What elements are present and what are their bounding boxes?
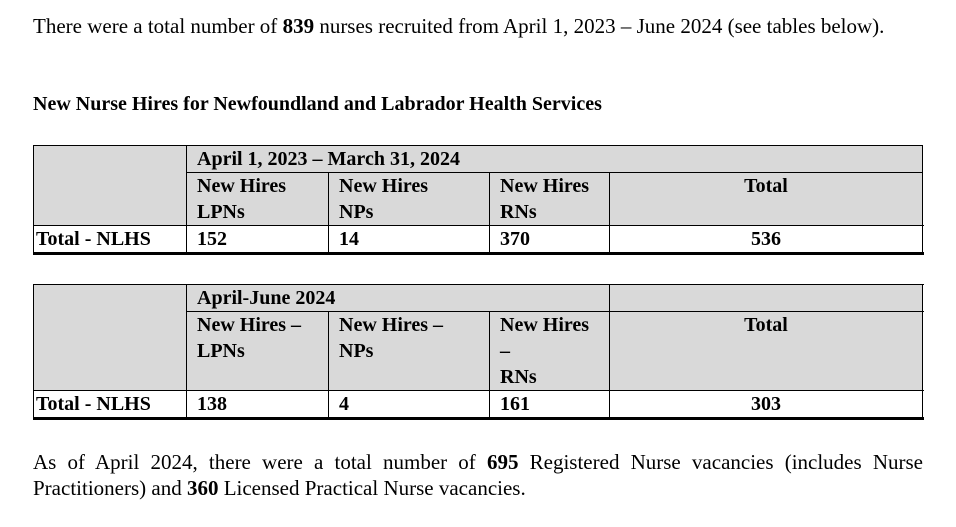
- cell-rn: 161: [490, 391, 610, 419]
- row-label: Total - NLHS: [34, 391, 187, 419]
- cell-rn: 370: [490, 226, 610, 254]
- section-heading: New Nurse Hires for Newfoundland and Labrador Health Services: [33, 93, 602, 115]
- lpn-vacancy-count: 360: [186, 476, 219, 500]
- recruitment-summary: There were a total number of 839 nurses recruited from April 1, 2023 – June 2024 (see tables below).: [33, 14, 885, 38]
- cell-total: 303: [610, 391, 923, 419]
- vacancies-summary: As of April 2024, there were a total number of 695 Registered Nurse vacancies (includes Nurse Practitioners) and 360 Licensed Practical Nurse vacancies.: [33, 450, 923, 500]
- cell-lpn: 152: [187, 226, 329, 254]
- cell-lpn: 138: [187, 391, 329, 419]
- cell-np: 14: [329, 226, 490, 254]
- header-rn: New Hires – RNs: [490, 312, 610, 391]
- table-row: [34, 391, 923, 419]
- header-lpn: New Hires – LPNs: [187, 312, 329, 391]
- table-row: [34, 226, 923, 254]
- header-total: Total: [610, 173, 923, 226]
- row-label: Total - NLHS: [34, 226, 187, 254]
- empty-header-cell: [34, 285, 187, 391]
- empty-header-cell: [610, 285, 923, 312]
- hires-table-2024: [33, 284, 923, 420]
- period-header: April-June 2024: [187, 285, 610, 312]
- rn-vacancy-count: 695: [486, 450, 519, 474]
- header-lpn: New Hires LPNs: [187, 173, 329, 226]
- header-np: New Hires – NPs: [329, 312, 490, 391]
- header-np: New Hires NPs: [329, 173, 490, 226]
- cell-total: 536: [610, 226, 923, 254]
- cell-np: 4: [329, 391, 490, 419]
- header-rn: New Hires RNs: [490, 173, 610, 226]
- recruited-count: 839: [282, 14, 315, 38]
- empty-header-cell: [34, 146, 187, 226]
- hires-table-2023-2024: [33, 145, 923, 255]
- header-total: Total: [610, 312, 923, 391]
- period-header: April 1, 2023 – March 31, 2024: [187, 146, 923, 173]
